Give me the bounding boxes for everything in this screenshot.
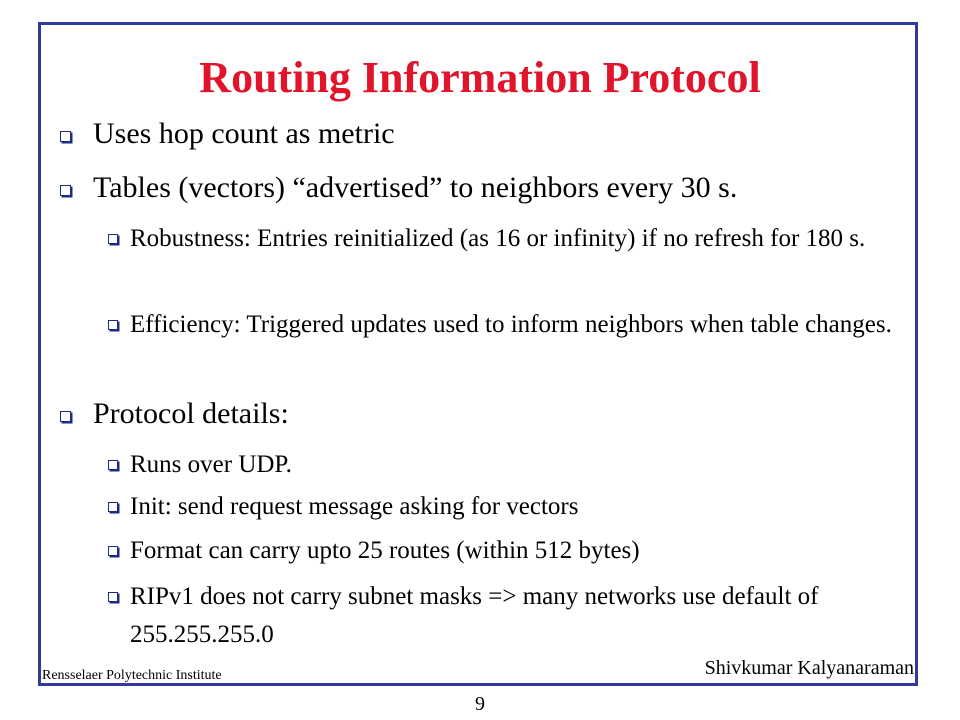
author-label: Shivkumar Kalyanaraman (704, 657, 914, 679)
bullet-text: Uses hop count as metric (93, 117, 395, 150)
square-bullet-icon (60, 411, 71, 422)
bullet-protocol-details (60, 394, 289, 434)
square-bullet-icon (108, 546, 118, 556)
page-number: 9 (475, 693, 485, 715)
subbullet-efficiency (108, 306, 908, 344)
square-bullet-icon (60, 185, 71, 196)
square-bullet-icon (108, 320, 118, 330)
bullet-text: RIPv1 does not carry subnet masks => many networks use default of 255.255.255.0 (130, 583, 819, 648)
subbullet-udp (108, 446, 908, 484)
subbullet-robustness (108, 220, 908, 258)
square-bullet-icon (108, 234, 118, 244)
bullet-tables-advertised (60, 168, 737, 208)
square-bullet-icon (108, 502, 118, 512)
bullet-hop-count (60, 114, 395, 154)
bullet-text: Tables (vectors) “advertised” to neighbors every 30 s. (93, 171, 738, 204)
institution-label: Rensselaer Polytechnic Institute (42, 668, 222, 683)
bullet-text: Runs over UDP. (130, 451, 292, 478)
bullet-text: Format can carry upto 25 routes (within 512 bytes) (130, 537, 640, 564)
bullet-text: Efficiency: Triggered updates used to inform neighbors when table changes. (130, 311, 892, 338)
subbullet-format (108, 532, 908, 570)
square-bullet-icon (108, 592, 118, 602)
square-bullet-icon (108, 460, 118, 470)
subbullet-ripv1 (108, 578, 908, 654)
bullet-text: Protocol details: (93, 397, 289, 430)
subbullet-init (108, 488, 908, 526)
square-bullet-icon (60, 131, 71, 142)
bullet-text: Robustness: Entries reinitialized (as 16 or infinity) if no refresh for 180 s. (130, 225, 866, 252)
slide-title: Routing Information Protocol (199, 53, 761, 102)
bullet-text: Init: send request message asking for vectors (130, 493, 579, 520)
